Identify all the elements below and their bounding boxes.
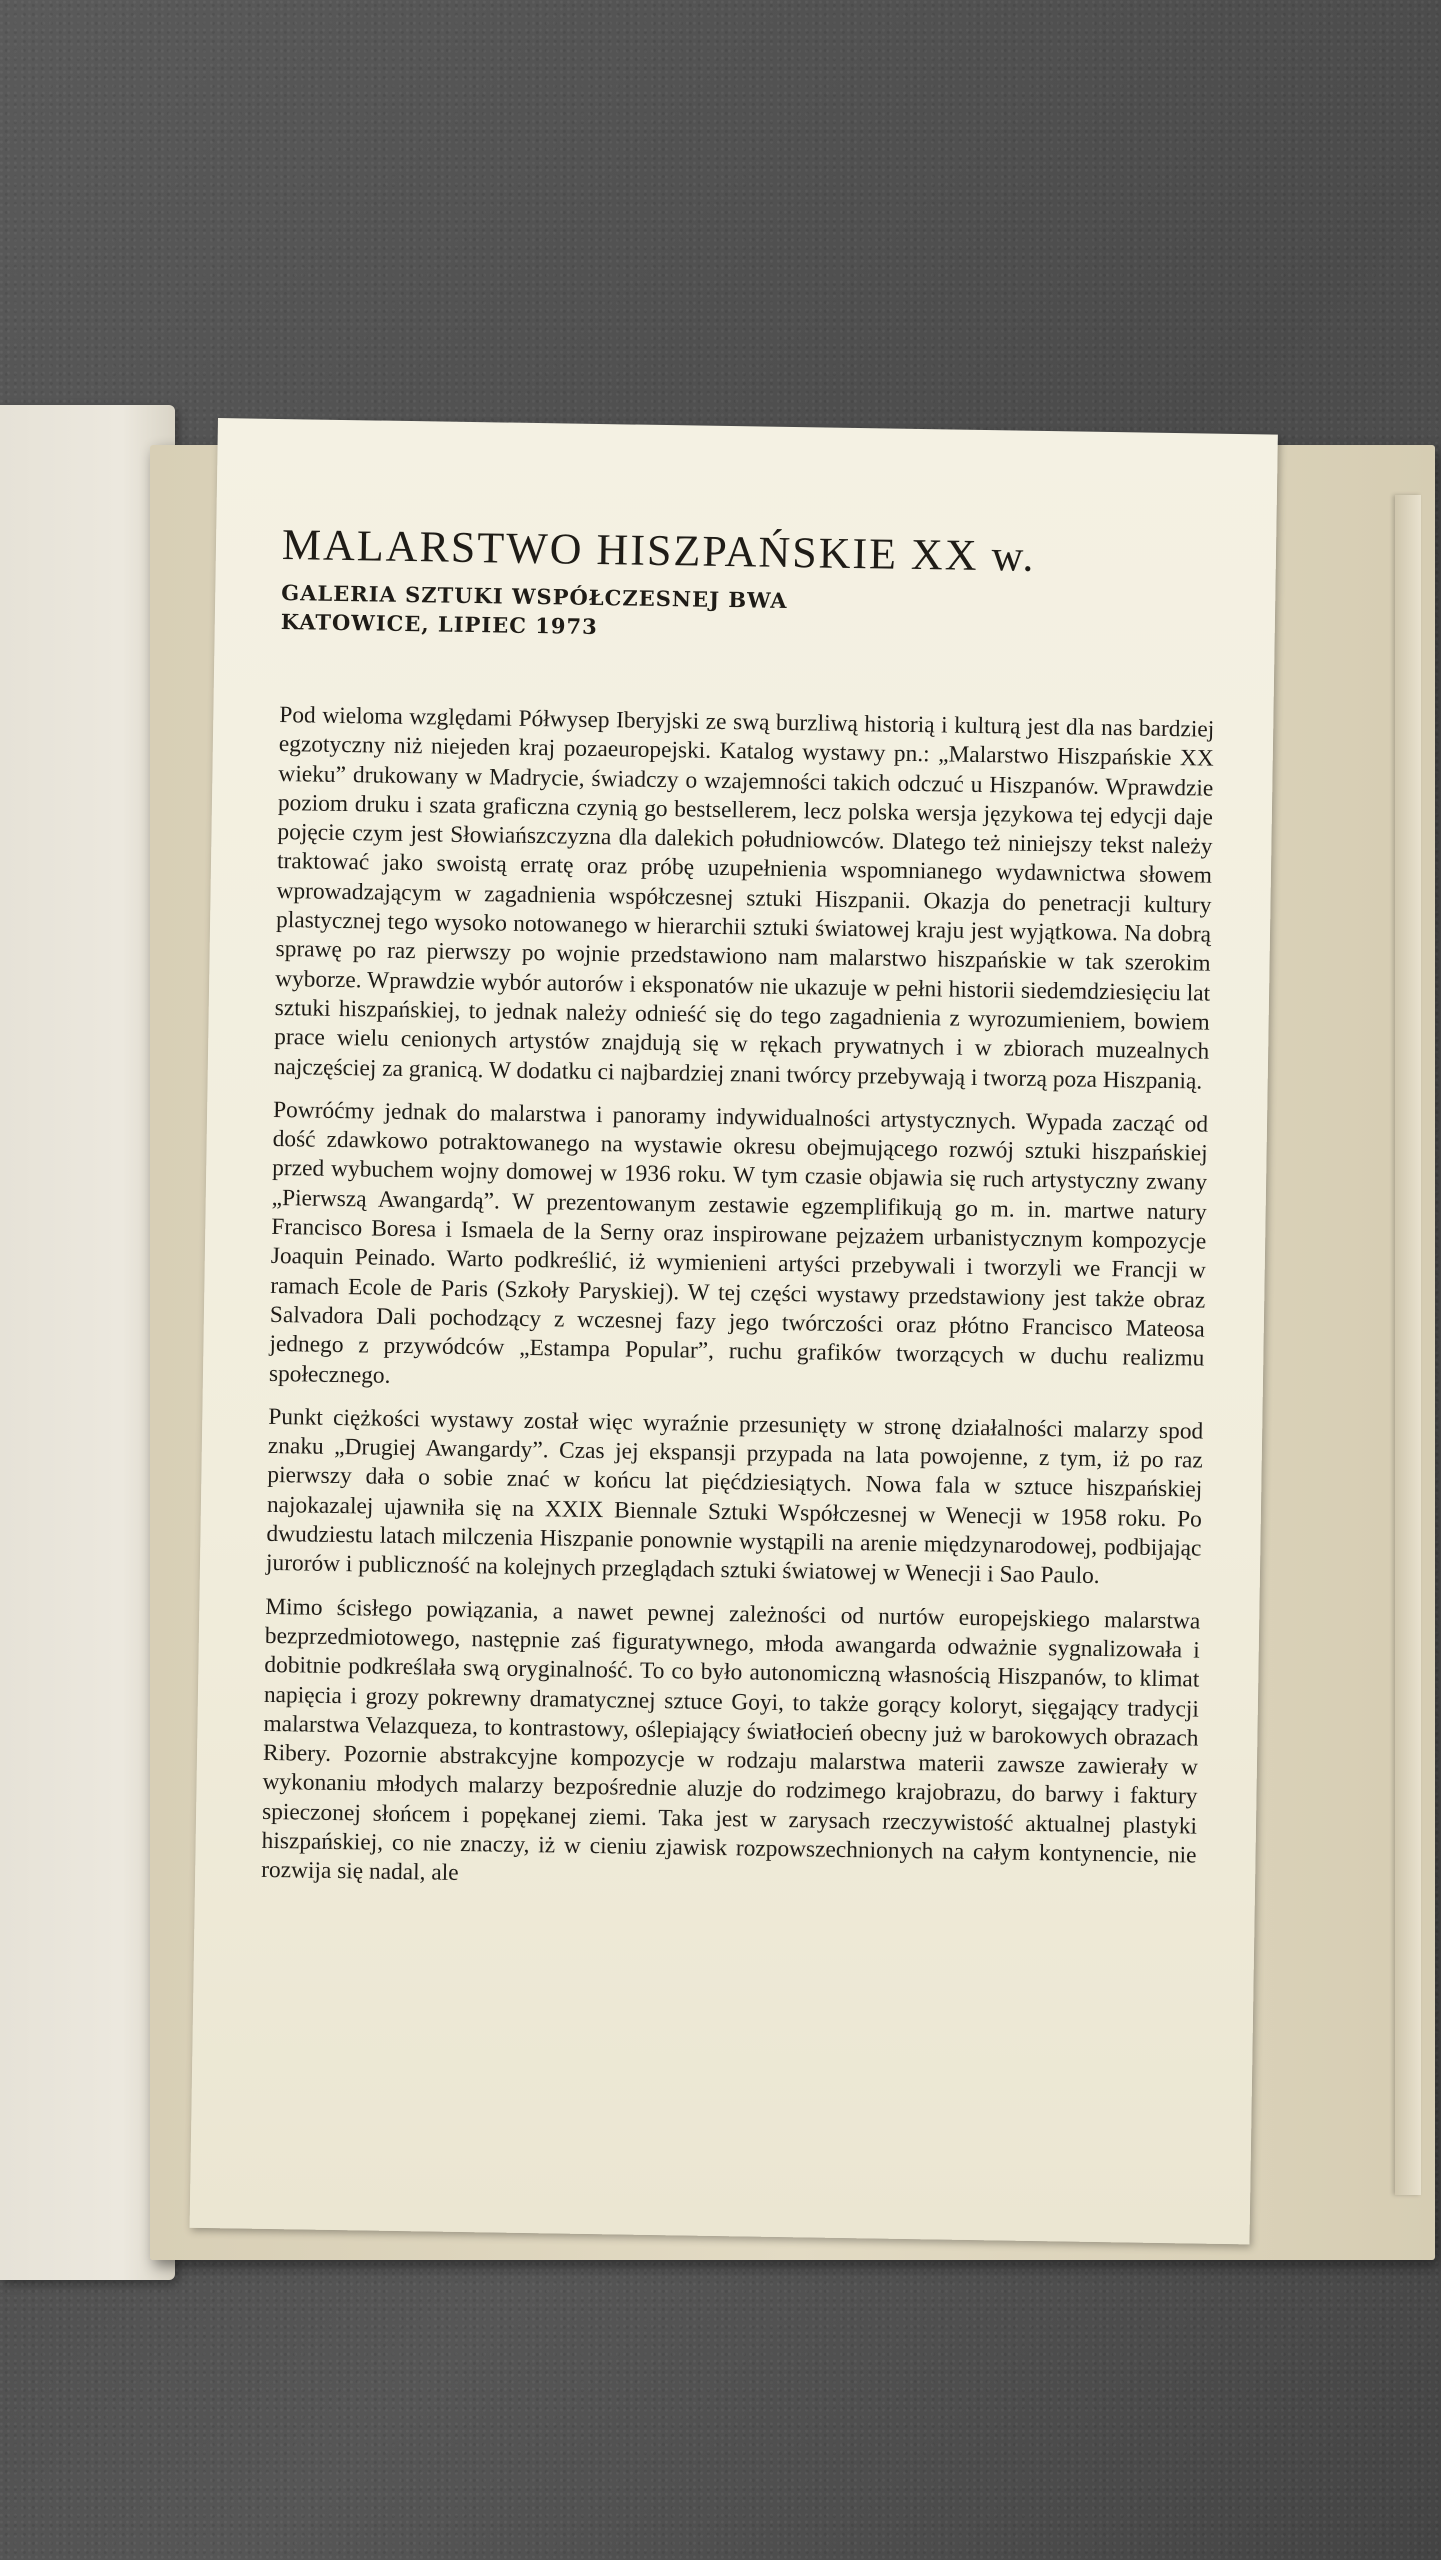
place-date: KATOWICE, LIPIEC 1973 xyxy=(280,609,598,639)
folder-edge xyxy=(1395,495,1421,2195)
printed-sheet xyxy=(190,418,1278,2244)
document-header xyxy=(281,519,1183,648)
article-body xyxy=(261,701,1215,1914)
gallery-name: GALERIA SZTUKI WSPÓŁCZESNEJ BWA xyxy=(281,580,788,613)
paragraph: Punkt ciężkości wystawy został więc wyraźnie przesunięty w stronę działalności malarzy spod znaku „Drugiej Awangardy”. Czas jej ekspansji przypada na lata powojenne, z tym, iż po raz pierwszy dała o sobie znać w końcu lat pięćdziesiątych. Nowa fala w sztuce hiszpańskiej najokazalej ujawniła się na XXIX Biennale Sztuki Współczesnej w Wenecji w 1958 roku. Po dwudziestu latach milczenia Hiszpanie ponownie wystąpili na arenie międzynarodowej, podbijając jurorów i publiczność na kolejnych przeglądach sztuki światowej w Wenecji i Sao Paulo. xyxy=(265,1403,1204,1590)
left-brochure-page xyxy=(0,405,175,2280)
paragraph: Mimo ścisłego powiązania, a nawet pewnej zależności od nurtów europejskiego malarstwa bezprzedmiotowego, następnie zaś figuratywnego, młoda awangarda odważnie sygnalizowała i dobitnie podkreślała swą oryginalność. To co było autonomiczną własnością Hiszpanów, to klimat napięcia i grozy pokrewny dramatycznej sztuce Goyi, to także gorący koloryt, sięgający tradycji malarstwa Velazqueza, to kontrastowy, oślepiający światłocień obecny już w barokowych obrazach Ribery. Pozornie abstrakcyjne kompozycje w rodzaju malarstwa materii zawsze zawierały w wykonaniu młodych malarzy bezpośrednie aluzje do rodzimego krajobrazu, do barwy i faktury spieczonej słońcem i popękanej ziemi. Taka jest w zarysach rzeczywistość aktualnej plastyki hiszpańskiej, co nie znaczy, iż w cieniu zjawisk rozpowszechnionych na całym kontynencie, nie rozwija się nadal, ale xyxy=(260,1593,1201,1887)
paragraph: Pod wieloma względami Półwysep Iberyjski ze swą burzliwą historią i kulturą jest dla nas bardziej egzotyczny niż niejeden kraj pozaeuropejski. Katalog wystawy pn.: „Malarstwo Hiszpańskie XX wieku” drukowany w Madrycie, świadczy o wzajemności takich odczuć u Hiszpanów. Wprawdzie poziom druku i szata graficzna czynią go bestsellerem, lecz polska wersja językowa tej edycji daje pojęcie czym jest Słowiańszczyzna dla dalekich południowców. Dlatego też niniejszy tekst należy traktować jako swoistą erratę oraz próbę uzupełnienia wspomnianego wydawnictwa słowem wprowadzającym w zagadnienia współczesnej sztuki Hiszpanii. Okazja do penetracji kultury plastycznej tego wysoko notowanego w hierarchii sztuki światowej kraju jest wyjątkowa. Na dobrą sprawę po raz pierwszy po wojnie przedstawiono nam malarstwo hiszpańskie w tak szerokim wyborze. Wprawdzie wybór autorów i eksponatów nie ukazuje w pełni historii siedemdziesięciu lat sztuki hiszpańskiej, to jednak należy odnieść się do tego zagadnienia z wyrozumieniem, bowiem prace wielu cenionych artystów znajdują się w rękach prywatnych i w zbiorach muzealnych najczęściej za granicą. W dodatku ci najbardziej znani twórcy przebywają i tworzą poza Hiszpanią. xyxy=(273,702,1215,1095)
paragraph: Powróćmy jednak do malarstwa i panoramy indywidualności artystycznych. Wypada zacząć od dość zdawkowo potraktowanego na wystawie okresu obejmującego rozwój sztuki hiszpańskiej przed wybuchem wojny domowej w 1936 roku. W tym czasie objawia się ruch artystyczny zwany „Pierwszą Awangardą”. W prezentowanym zestawie egzemplifikują go m. in. martwe natury Francisco Boresa i Ismaela de la Serny oraz inspirowane pejzażem urbanistycznym kompozycje Joaquin Peinado. Warto podkreślić, iż wymienieni artyści przebywali i tworzyli we Francji w ramach Ecole de Paris (Szkoły Paryskiej). W tej części wystawy przedstawiony jest także obraz Salvadora Dali pochodzący z wczesnej fazy jego twórczości oraz płótno Francisco Mateosa jednego z przywódców „Estampa Popular”, ruchu grafików tworzących w duchu realizmu społecznego. xyxy=(268,1096,1209,1389)
document-title: MALARSTWO HISZPAŃSKIE XX w. xyxy=(281,520,1036,581)
